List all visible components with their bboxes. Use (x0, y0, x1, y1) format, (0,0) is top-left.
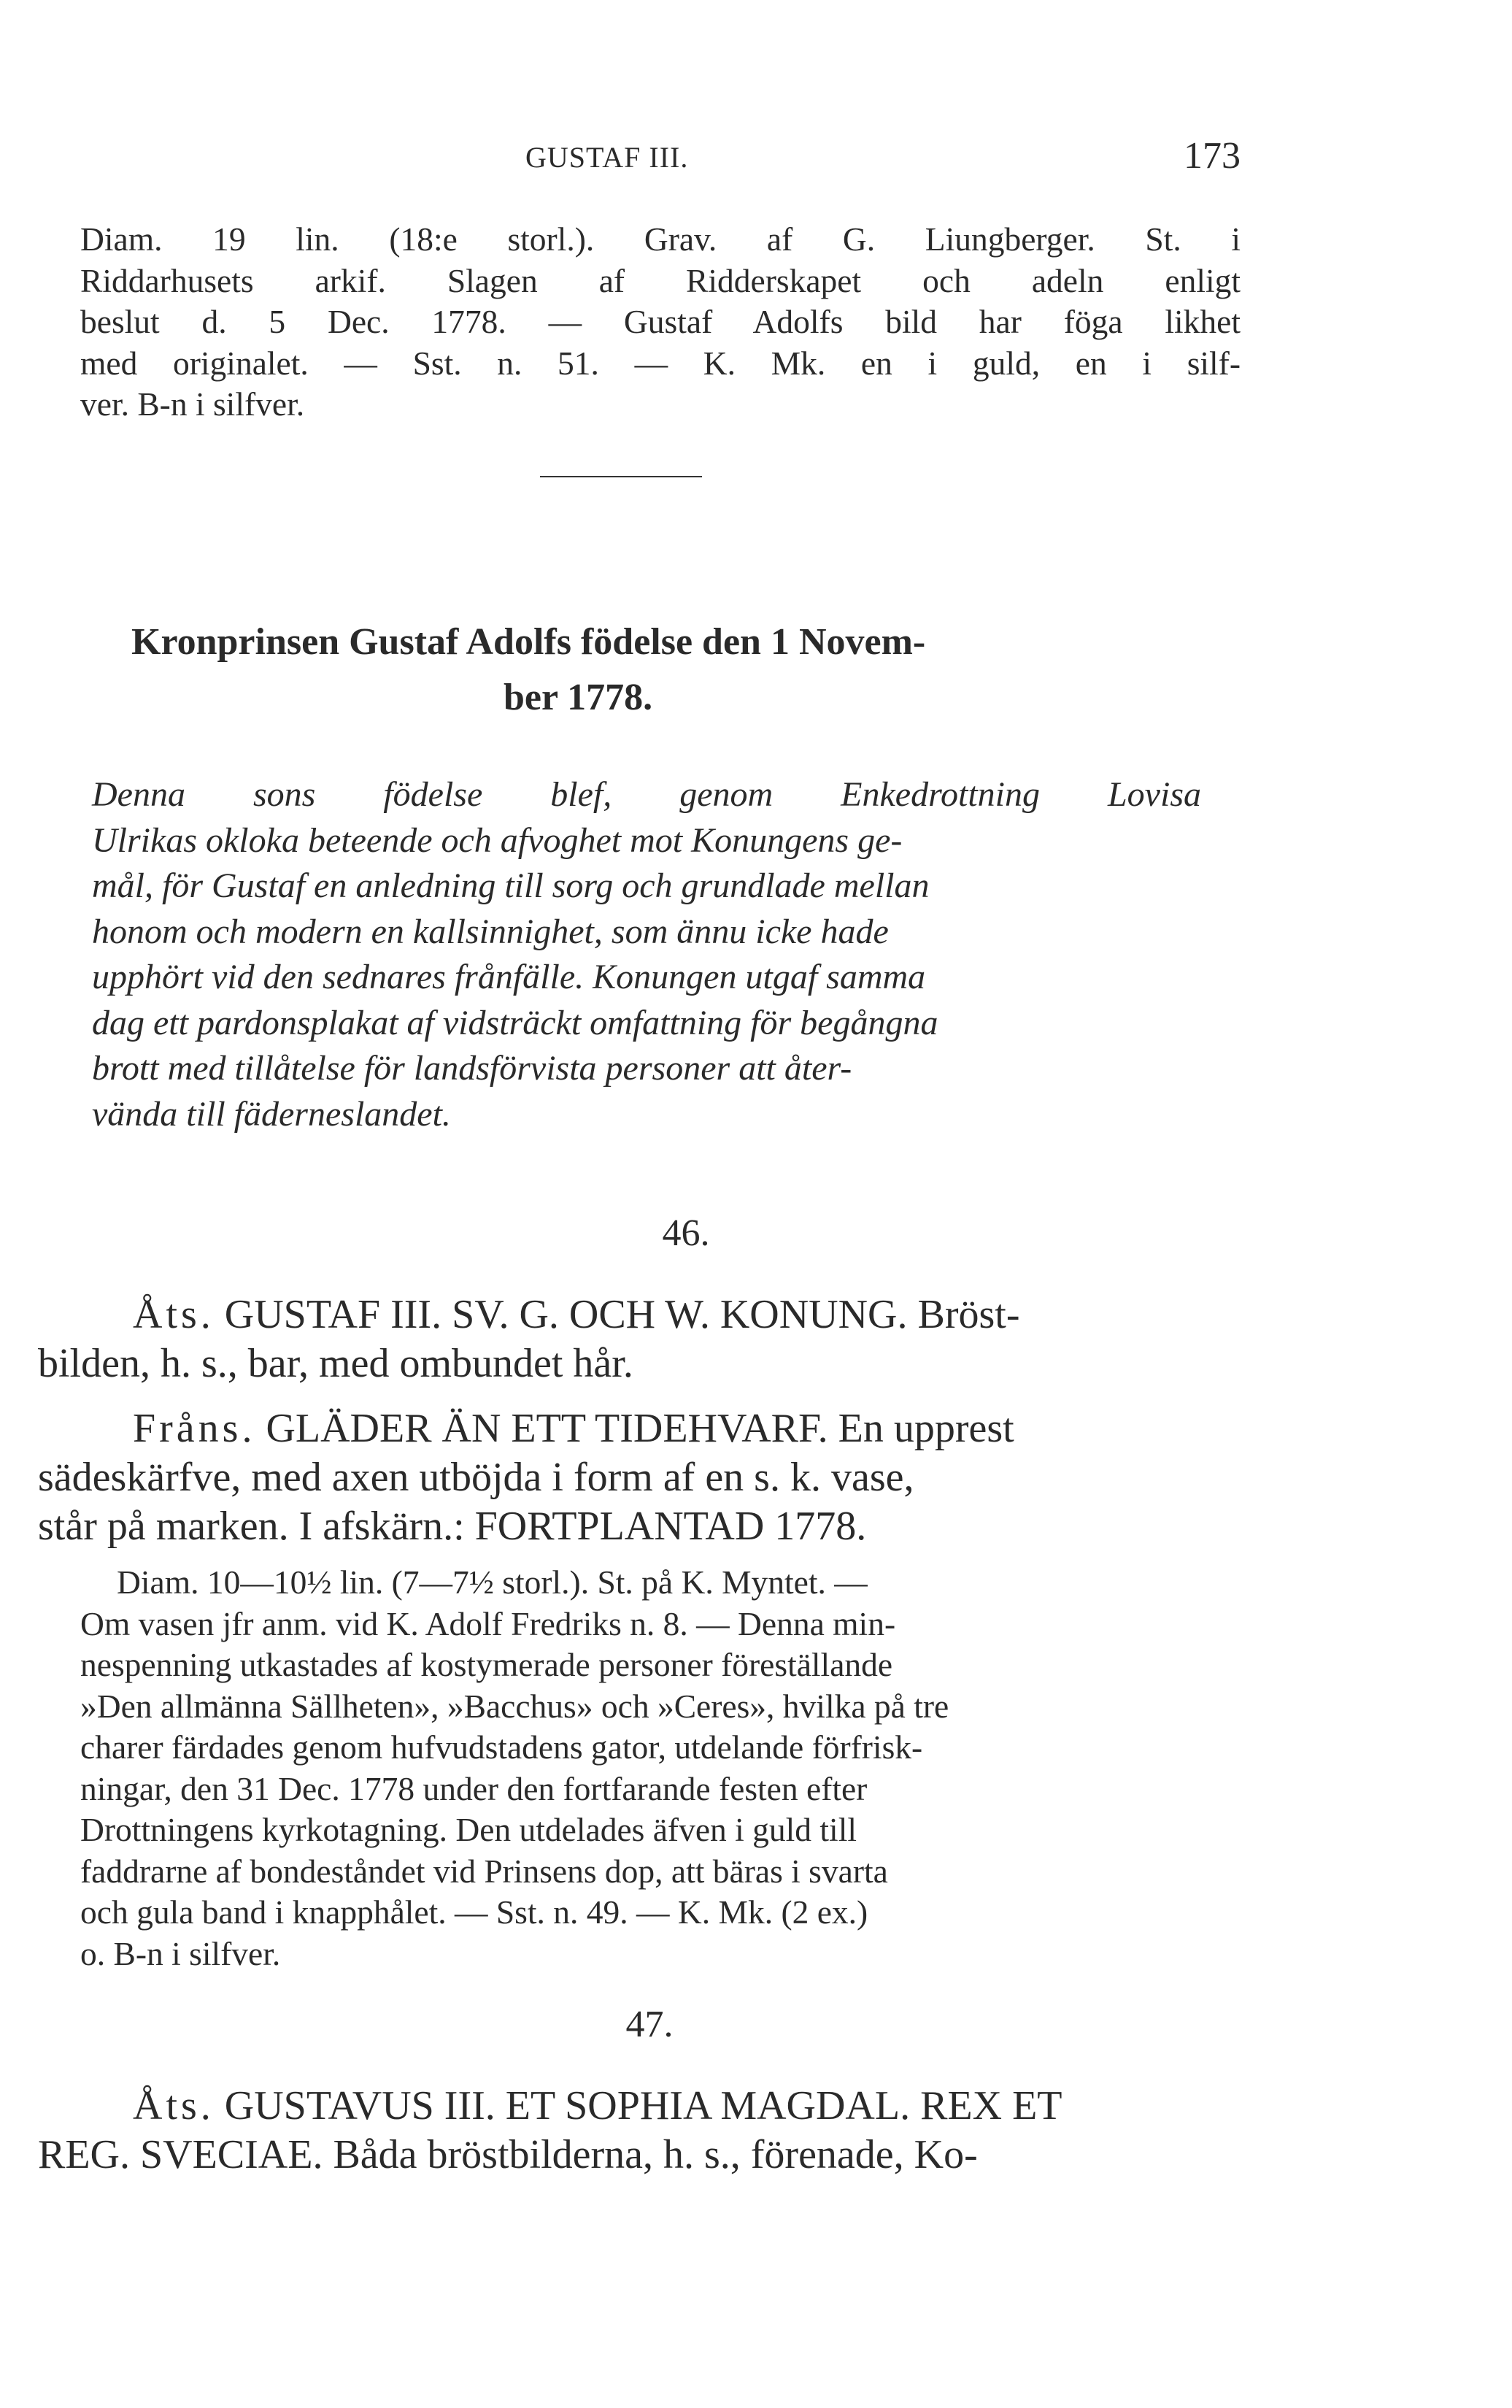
text-line: Denna sons födelse blef, genom Enkedrottning Lovisa (92, 775, 1201, 814)
text-line: upphört vid den sednares frånfälle. Konungen utgaf samma (92, 958, 926, 996)
running-header (80, 135, 1241, 191)
text-line: mål, för Gustaf en anledning till sorg och grundlade mellan (92, 866, 930, 905)
section-heading (131, 615, 1153, 726)
ats-label: Åts. (133, 1292, 215, 1337)
text-line: charer färdades genom hufvudstadens gator, utdelande förfrisk- (80, 1728, 923, 1766)
text-line: faddrarne af bondeståndet vid Prinsens dop, att bäras i svarta (80, 1852, 888, 1890)
ats-label: Åts. (133, 2083, 215, 2128)
entry46-description (80, 1562, 1241, 1974)
text-line: Diam. 10—10½ lin. (7—7½ storl.). St. på K. Myntet. — (117, 1563, 868, 1601)
text-line: honom och modern en kallsinnighet, som ännu icke hade (92, 912, 889, 951)
text-line: ningar, den 31 Dec. 1778 under den fortfarande festen efter (80, 1769, 868, 1807)
text-line: vända till fäderneslandet. (92, 1094, 451, 1134)
text-line: nespenning utkastades af kostymerade personer föreställande (80, 1646, 893, 1683)
text-line (38, 1290, 1242, 1339)
text-line: »Den allmänna Sällheten», »Bacchus» och »Ceres», hvilka på tre (80, 1687, 949, 1725)
italic-paragraph (92, 772, 1201, 1137)
heading-line: ber 1778. (504, 677, 653, 718)
text-line: står på marken. I afskärn.: FORTPLANTAD 1778. (38, 1504, 867, 1549)
text-line: brott med tillåtelse för landsförvista personer att åter- (92, 1049, 852, 1088)
block1-paragraph (80, 219, 1241, 426)
entry-number-46: 46. (662, 1212, 710, 1254)
text-line: Riddarhusets arkif. Slagen af Ridderskapet och adeln enligt (80, 261, 1241, 299)
text-line: dag ett pardonsplakat af vidsträckt omfattning för begångna (92, 1003, 938, 1042)
text-line: beslut d. 5 Dec. 1778. — Gustaf Adolfs bild har föga likhet (80, 303, 1241, 340)
text-line: sädeskärfve, med axen utböjda i form af en s. k. vase, (38, 1455, 914, 1500)
text-line: Diam. 19 lin. (18:e storl.). Grav. af G. Liungberger. St. i (80, 220, 1241, 258)
text-line: ver. B-n i silfver. (80, 385, 305, 423)
text-line: och gula band i knapphålet. — Sst. n. 49. — K. Mk. (2 ex.) (80, 1893, 868, 1931)
entry-number-47: 47. (625, 2004, 674, 2045)
text-line (38, 2082, 1242, 2131)
reverse-text: GLÄDER ÄN ETT TIDEHVARF. En upprest (255, 1406, 1014, 1451)
text-line: med originalet. — Sst. n. 51. — K. Mk. en i guld, en i silf- (80, 344, 1241, 382)
text-line: o. B-n i silfver. (80, 1934, 281, 1972)
text-line: Ulrikas okloka beteende och afvoghet mot Konungens ge- (92, 820, 903, 860)
obverse-text: GUSTAF III. SV. G. OCH W. KONUNG. Bröst- (214, 1292, 1020, 1337)
text-line: bilden, h. s., bar, med ombundet hår. (38, 1341, 633, 1386)
text-line (38, 1404, 1242, 1453)
entry47-obverse (38, 2082, 1242, 2180)
text-line: Drottningens kyrkotagning. Den utdelades äfven i guld till (80, 1811, 857, 1848)
obverse-text: GUSTAVUS III. ET SOPHIA MAGDAL. REX ET (214, 2083, 1062, 2128)
section-divider (540, 476, 702, 477)
text-line: REG. SVECIAE. Båda bröstbilderna, h. s., förenade, Ko- (38, 2132, 978, 2177)
heading-line: Kronprinsen Gustaf Adolfs födelse den 1 Novem- (131, 621, 926, 663)
frans-label: Fråns. (133, 1406, 256, 1451)
page-number: 173 (1184, 135, 1241, 177)
text-line: Om vasen jfr anm. vid K. Adolf Fredriks n. 8. — Denna min- (80, 1604, 896, 1642)
entry46-obverse (38, 1290, 1242, 1388)
header-title: GUSTAF III. (525, 141, 689, 174)
entry46-reverse (38, 1404, 1242, 1551)
